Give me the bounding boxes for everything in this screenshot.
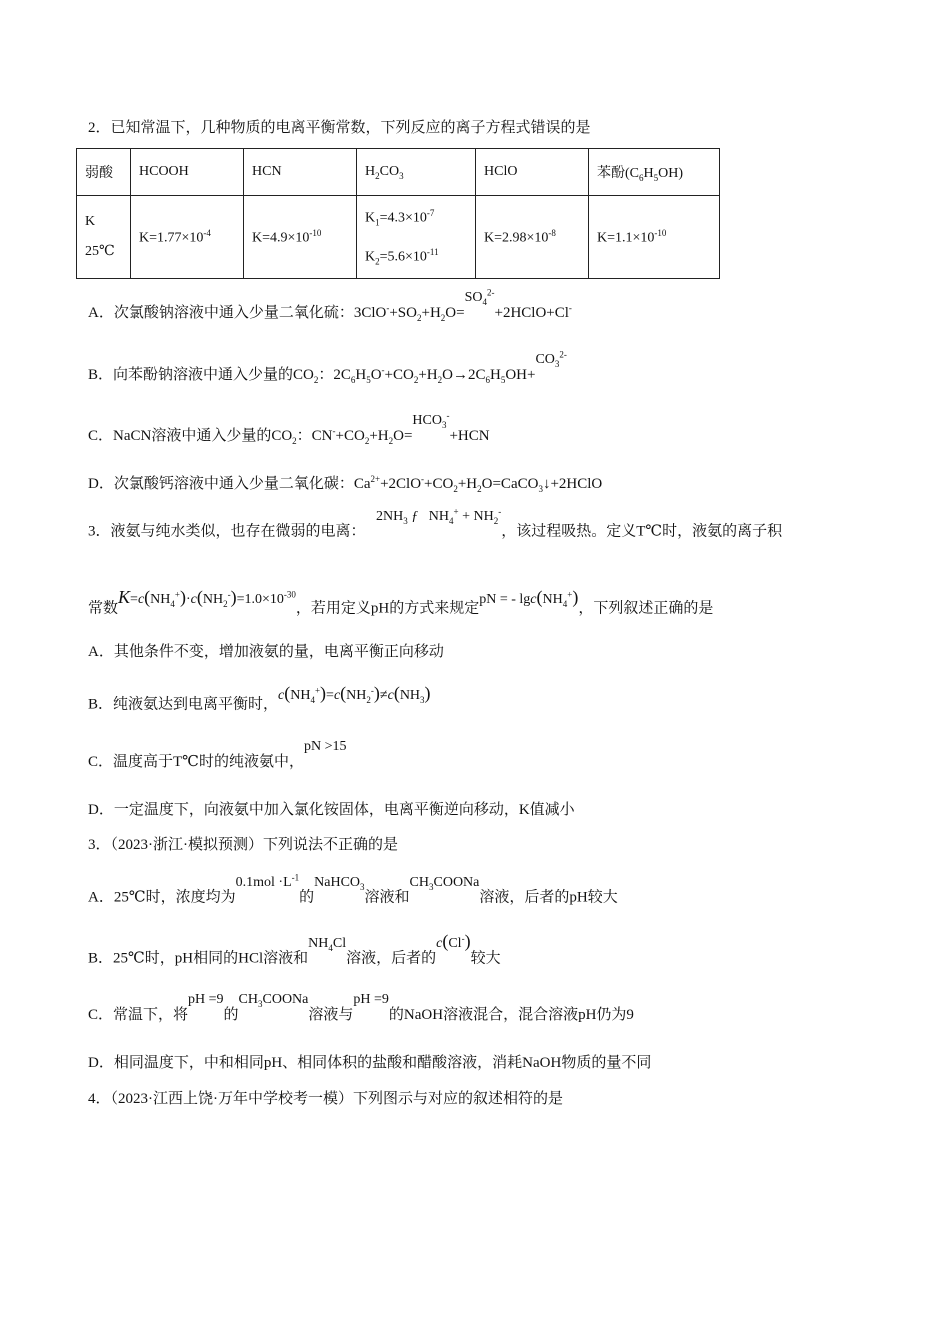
table-header-cell: 苯酚$(C_6H_5OH)$ xyxy=(589,149,720,196)
table-cell: $K=4.9\times 10^{-10}$ xyxy=(244,196,357,279)
table-header-cell: $H_2CO_3$ xyxy=(357,149,476,196)
q2-option-c: C．NaCN溶液中通入少量的$CO_2$：$CN^-+CO_2+H_2O=HCO_3^-+HCN$ xyxy=(88,410,490,446)
table-header-cell: 弱酸 xyxy=(77,149,131,196)
q2-option-b: B．向苯酚钠溶液中通入少量的$CO_2$：$2C_6H_5O^-+CO_2+H_2O\to 2C_6H_5OH+CO_3^{2-}$ xyxy=(88,349,567,385)
table-cell: $K=1.77\times 10^{-4}$ xyxy=(131,196,244,279)
q3a-option-d: D．一定温度下，向液氨中加入氯化铵固体，电离平衡逆向移动，K值减小 xyxy=(88,802,575,818)
table-cell: $K_1=4.3\times 10^{-7}$ $K_2=5.6\times 10^{-11}$ xyxy=(357,196,476,279)
q3a-option-b: B．纯液氨达到电离平衡时，$c(NH_4^+)=c(NH_2^-)\ne c(NH_3)$ xyxy=(88,682,431,713)
table-cell: $K=1.1\times 10^{-10}$ xyxy=(589,196,720,279)
table-header-cell: HCN xyxy=(244,149,357,196)
q2-stem: 2．已知常温下，几种物质的电离平衡常数，下列反应的离子方程式错误的是 xyxy=(88,120,591,136)
q3a-option-c: C．温度高于T℃时的纯液氨中，pN >15 xyxy=(88,739,347,770)
q3b-option-a: A．25℃时，浓度均为$0.1mol \cdot L^{-1}$的NaHCO$_3$溶液和$CH_3COONa$溶液，后者的pH较大 xyxy=(88,872,618,906)
q3b-option-d: D．相同温度下，中和相同pH、相同体积的盐酸和醋酸溶液，消耗NaOH物质的量不同 xyxy=(88,1055,652,1071)
table-row-label: K 25℃ xyxy=(77,196,131,279)
q3b-stem: 3．（2023·浙江·模拟预测）下列说法不正确的是 xyxy=(88,837,398,853)
table-cell: $K=2.98\times 10^{-8}$ xyxy=(476,196,589,279)
table-header-cell: HClO xyxy=(476,149,589,196)
ionization-constant-table xyxy=(76,148,720,279)
q3a-stem-line2: 常数$K=c(NH_4^+)\cdot c(NH_2^-)=1.0\times 10^{-30}$，若用定义pH的方式来规定pN = - $\lg c(NH_4^+)$，下列叙述正确的是 xyxy=(88,586,714,617)
q4-stem: 4．（2023·江西上饶·万年中学校考一模）下列图示与对应的叙述相符的是 xyxy=(88,1091,563,1107)
q3a-stem-line1: 3．液氨与纯水类似，也存在微弱的电离： $2NH_3$ ƒ $NH_4^+ + NH_2^-$，该过程吸热。定义T℃时，液氨的离子积 xyxy=(88,506,783,540)
q2-option-a: A．次氯酸钠溶液中通入少量二氧化硫：$3ClO^-+SO_2+H_2O=SO_4^{2-}+2HClO+Cl^-$ xyxy=(88,287,572,323)
table-header-row xyxy=(77,149,720,196)
table-row xyxy=(77,196,720,279)
q2-option-d: D．次氯酸钙溶液中通入少量二氧化碳：$Ca^{2+}+2ClO^-+CO_2+H_2O=CaCO_3↓+2HClO$ xyxy=(88,474,603,494)
q3b-option-c: C．常温下，将pH =9的$CH_3COONa$溶液与pH =9的NaOH溶液混合，混合溶液pH仍为9 xyxy=(88,992,634,1023)
q3b-option-b: B．25℃时，pH相同的HCl溶液和$NH_4Cl$溶液，后者的c(Cl-)较大 xyxy=(88,930,501,967)
q3a-option-a: A．其他条件不变，增加液氨的量，电离平衡正向移动 xyxy=(88,644,444,660)
table-header-cell: HCOOH xyxy=(131,149,244,196)
